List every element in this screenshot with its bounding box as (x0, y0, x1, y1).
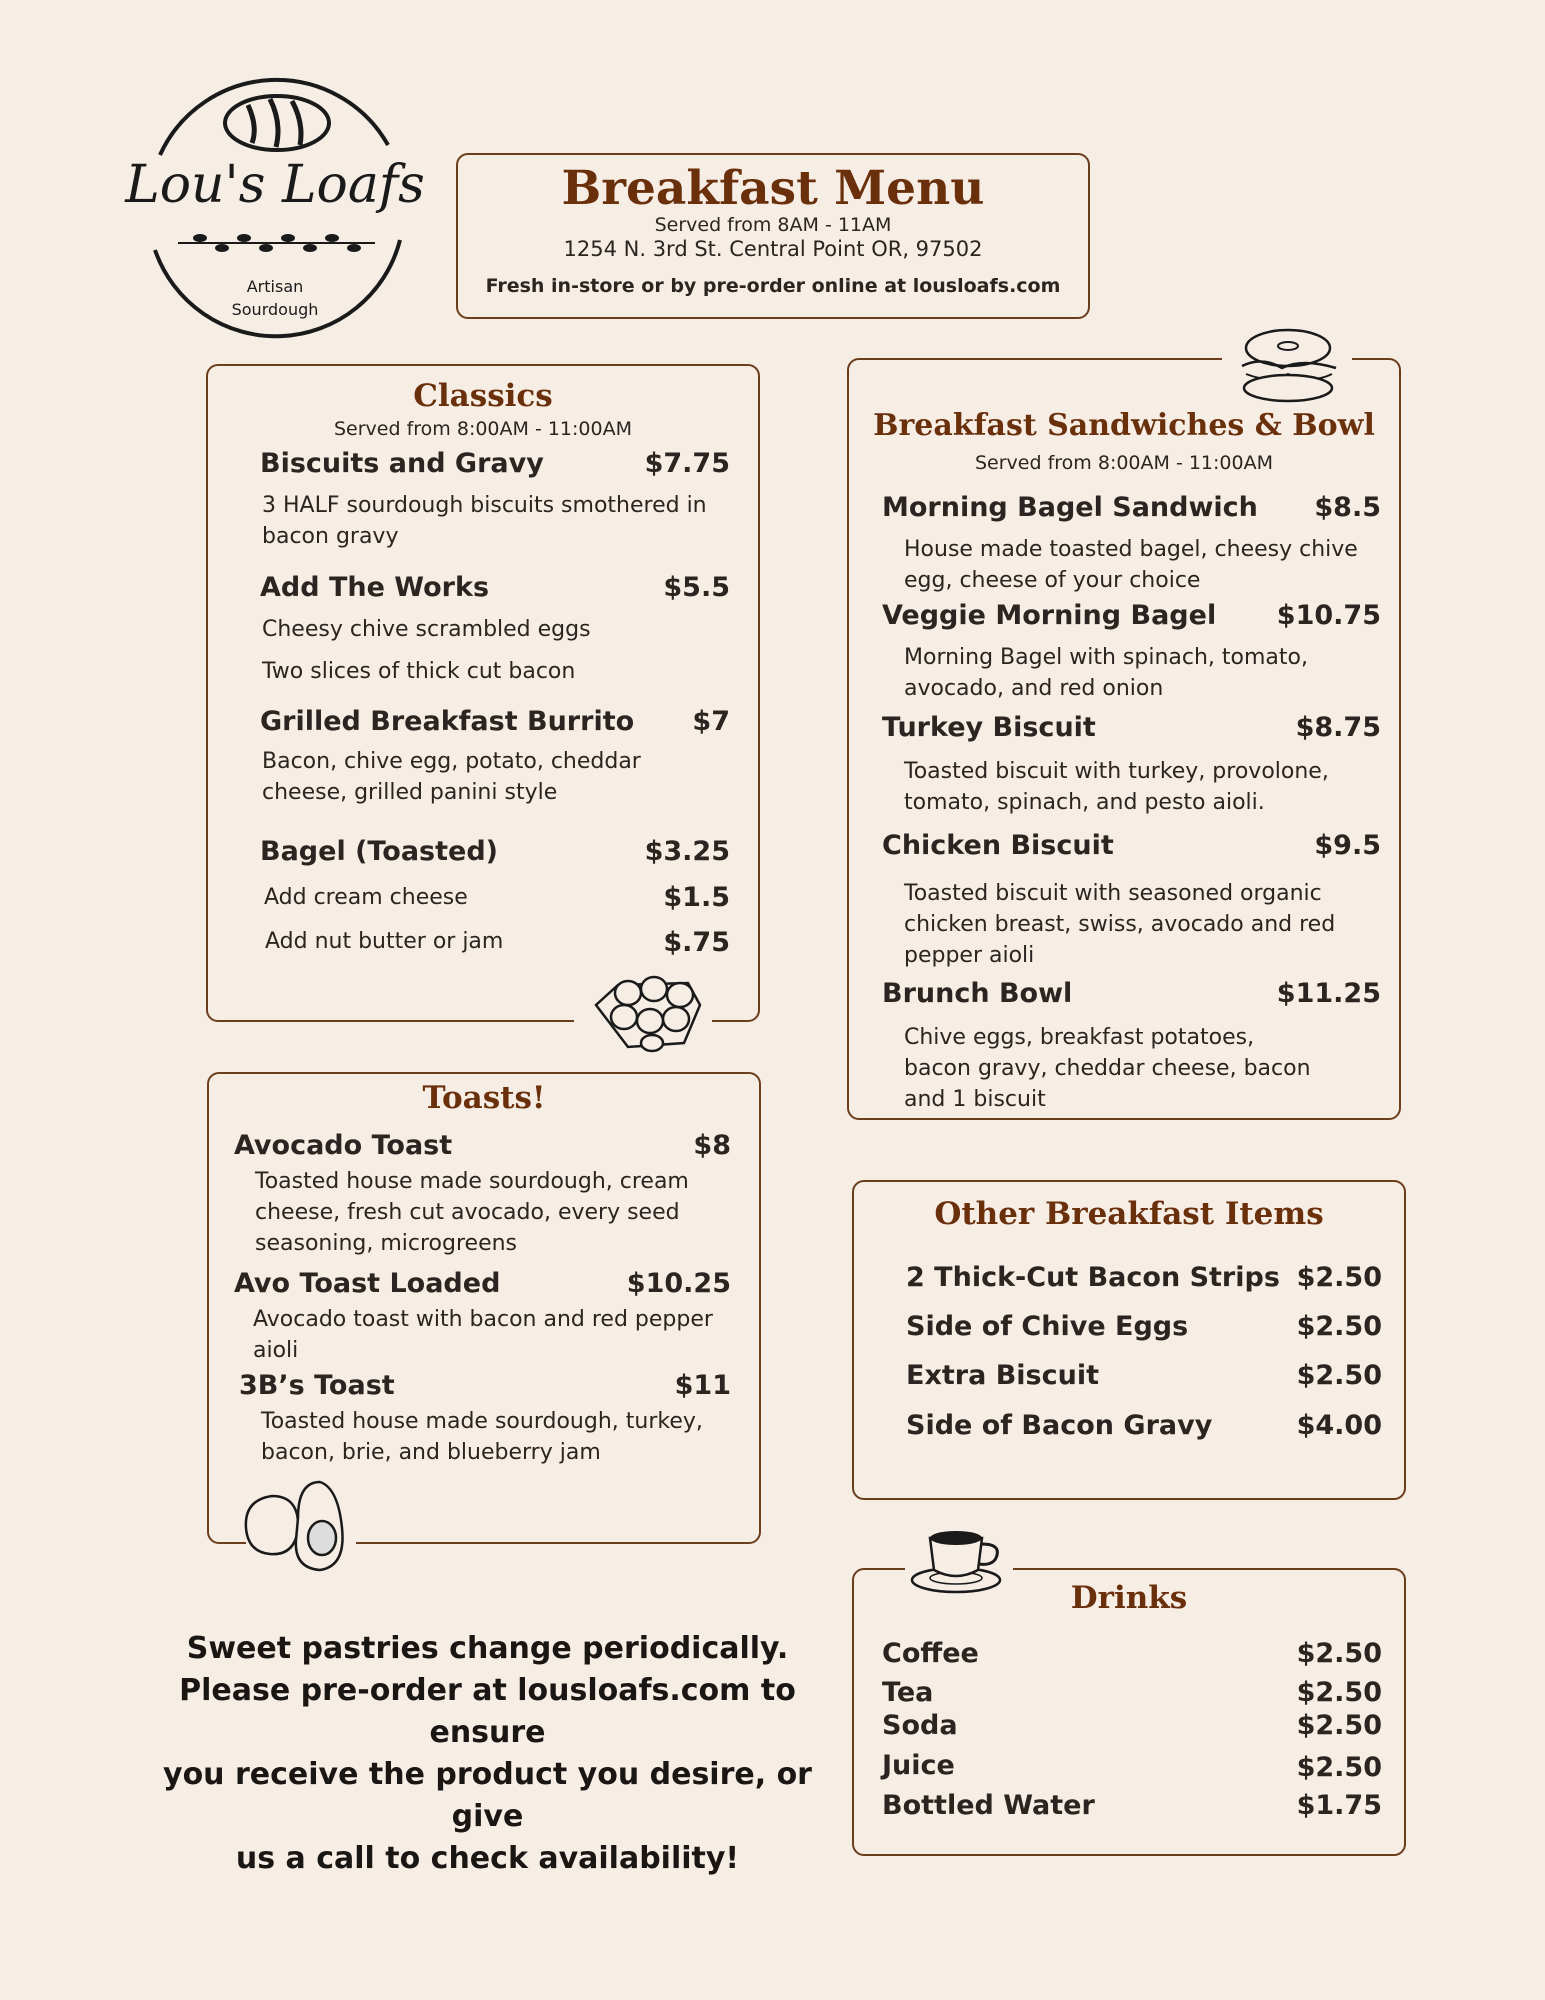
menu-item-name: Chicken Biscuit (882, 830, 1114, 861)
other-items-section (852, 1180, 1406, 1500)
toasts-title: Toasts! (422, 1080, 546, 1116)
avocado-icon (236, 1478, 352, 1574)
menu-item-name: Morning Bagel Sandwich (882, 492, 1258, 523)
menu-item-desc: Chive eggs, breakfast potatoes, bacon gravy, cheddar cheese, bacon and 1 biscuit (904, 1025, 1311, 1112)
pastry-note (150, 1628, 825, 1880)
menu-item-price: $1.75 (1296, 1790, 1382, 1821)
menu-item-price: $2.50 (1296, 1311, 1382, 1342)
menu-item-name: Turkey Biscuit (882, 712, 1096, 743)
other-items-title: Other Breakfast Items (934, 1196, 1324, 1232)
pastry-note-line: Please pre-order at lousloafs.com to ensure (179, 1673, 796, 1750)
sandwiches-title: Breakfast Sandwiches & Bowl (873, 408, 1375, 443)
menu-item-name: Biscuits and Gravy (260, 448, 544, 479)
menu-item-price: $2.50 (1296, 1360, 1382, 1391)
menu-item-desc: 3 HALF sourdough biscuits smothered in bacon gravy (262, 493, 707, 549)
menu-item-name: Side of Bacon Gravy (906, 1410, 1213, 1441)
menu-item-name: Veggie Morning Bagel (882, 600, 1217, 631)
menu-item-name: Soda (882, 1710, 958, 1741)
menu-item-price: $2.50 (1296, 1638, 1382, 1669)
menu-item-desc: Two slices of thick cut bacon (262, 659, 576, 684)
addon-name: Add cream cheese (264, 885, 468, 910)
menu-item-name: Add The Works (260, 572, 490, 603)
menu-item-name: 3B’s Toast (239, 1370, 395, 1401)
menu-item-price: $10.25 (626, 1268, 731, 1299)
menu-item-desc: Cheesy chive scrambled eggs (262, 617, 591, 642)
menu-item-name: Side of Chive Eggs (906, 1311, 1189, 1342)
menu-item-price: $11 (674, 1370, 731, 1401)
menu-item-name: Avocado Toast (234, 1130, 453, 1161)
menu-item-desc: Toasted biscuit with turkey, provolone, tomato, spinach, and pesto aioli. (904, 759, 1329, 815)
menu-item-price: $2.50 (1296, 1262, 1382, 1293)
pastry-note-line: you receive the product you desire, or give (163, 1757, 812, 1834)
menu-item-price: $9.5 (1314, 830, 1381, 861)
bagel-sandwich-icon (1232, 326, 1346, 406)
menu-item-price: $7 (692, 706, 730, 737)
menu-item-price: $2.50 (1296, 1710, 1382, 1741)
header-note: Fresh in-store or by pre-order online at lousloafs.com (485, 275, 1061, 297)
menu-item-desc: Toasted house made sourdough, turkey, bacon, brie, and blueberry jam (261, 1409, 703, 1465)
menu-item-price: $5.5 (663, 572, 730, 603)
toasts-section (207, 1072, 761, 1544)
menu-item-name: Grilled Breakfast Burrito (260, 706, 635, 737)
pastry-note-line: Sweet pastries change periodically. (186, 1631, 789, 1666)
coffee-cup-icon (908, 1526, 1008, 1598)
menu-item-price: $11.25 (1276, 978, 1381, 1009)
menu-item-price: $3.25 (644, 836, 730, 867)
menu-item-name: Brunch Bowl (882, 978, 1073, 1009)
logo (125, 55, 425, 345)
laurel-ornament (178, 235, 375, 251)
classics-served: Served from 8:00AM - 11:00AM (334, 418, 632, 440)
egg-carton-icon (588, 965, 706, 1057)
menu-item-desc: Morning Bagel with spinach, tomato, avocado, and red onion (904, 645, 1308, 701)
addon-price: $1.5 (663, 882, 730, 913)
sandwiches-served: Served from 8:00AM - 11:00AM (975, 452, 1273, 474)
menu-item-desc: Toasted biscuit with seasoned organic chicken breast, swiss, avocado and red pepper aioli (904, 881, 1336, 968)
menu-item-desc: House made toasted bagel, cheesy chive egg, cheese of your choice (904, 537, 1358, 593)
menu-item-name: Coffee (882, 1638, 979, 1669)
menu-item-price: $8.75 (1295, 712, 1381, 743)
classics-title: Classics (413, 378, 553, 414)
logo-name: Lou's Loafs (125, 155, 425, 215)
header-box (456, 153, 1090, 319)
menu-item-desc: Avocado toast with bacon and red pepper aioli (253, 1307, 713, 1363)
addon-price: $.75 (663, 927, 730, 958)
page-title: Breakfast Menu (561, 161, 985, 216)
menu-item-name: Extra Biscuit (906, 1360, 1099, 1391)
menu-item-name: Bottled Water (882, 1790, 1095, 1821)
menu-item-name: Tea (882, 1677, 934, 1708)
pastry-note-line: us a call to check availability! (235, 1841, 740, 1876)
menu-item-price: $10.75 (1276, 600, 1381, 631)
drinks-title: Drinks (1070, 1580, 1188, 1616)
menu-item-price: $7.75 (644, 448, 730, 479)
menu-item-desc: Bacon, chive egg, potato, cheddar cheese, grilled panini style (262, 749, 641, 805)
classics-section (206, 364, 760, 1022)
menu-item-price: $4.00 (1296, 1410, 1382, 1441)
menu-item-price: $2.50 (1296, 1677, 1382, 1708)
menu-item-name: Avo Toast Loaded (234, 1268, 501, 1299)
bread-loaf-icon (225, 96, 329, 150)
header-address: 1254 N. 3rd St. Central Point OR, 97502 (563, 237, 983, 261)
menu-item-price: $8 (693, 1130, 731, 1161)
menu-item-price: $8.5 (1314, 492, 1381, 523)
drinks-section (852, 1568, 1406, 1856)
sandwiches-section (847, 358, 1401, 1120)
menu-item-desc: Toasted house made sourdough, cream cheese, fresh cut avocado, every seed seasoning, microgreens (255, 1169, 689, 1256)
menu-item-name: Juice (882, 1750, 955, 1781)
addon-name: Add nut butter or jam (265, 929, 504, 954)
header-served: Served from 8AM - 11AM (654, 214, 892, 236)
logo-tagline: Artisan Sourdough (231, 277, 319, 319)
menu-item-name: 2 Thick-Cut Bacon Strips (906, 1262, 1280, 1293)
menu-item-price: $2.50 (1296, 1752, 1382, 1783)
menu-item-name: Bagel (Toasted) (260, 836, 498, 867)
